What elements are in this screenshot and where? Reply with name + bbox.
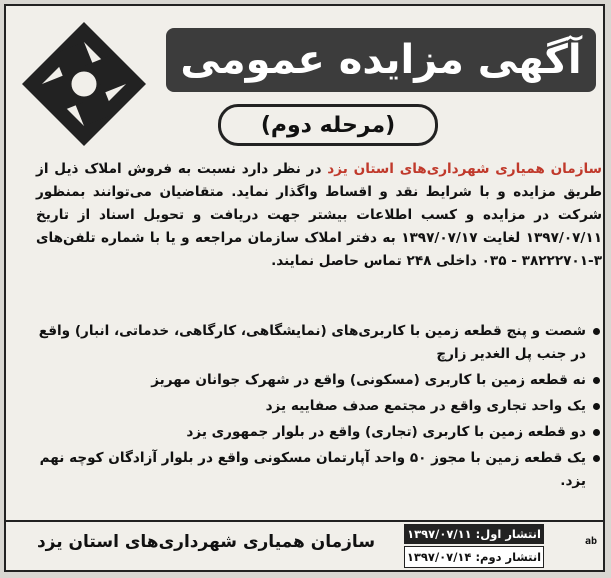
notice-title-banner	[166, 28, 596, 92]
list-item: دو قطعه زمین با کاربری (تجاری) واقع در بلوار جمهوری یزد	[28, 421, 602, 444]
notice-frame	[4, 4, 605, 572]
bullet-icon	[593, 403, 600, 410]
bullet-icon	[593, 455, 600, 462]
notice-stage	[218, 104, 438, 146]
list-item: یک واحد تجاری واقع در مجتمع صدف صفاییه یزد	[28, 395, 602, 418]
publish-dates	[404, 524, 544, 570]
publish-date-second: انتشار دوم: ۱۳۹۷/۰۷/۱۴	[404, 546, 544, 568]
bullet-icon	[593, 429, 600, 436]
notice-intro-org: سازمان همیاری شهرداری‌های استان یزد	[327, 161, 603, 177]
bullet-icon	[593, 377, 600, 384]
notice-stage-label: (مرحله دوم)	[260, 112, 396, 138]
notice-items-list	[28, 320, 602, 496]
notice-title: آگهی مزایده عمومی	[180, 37, 582, 83]
list-item: نه قطعه زمین با کاربری (مسکونی) واقع در شهرک جوانان مهریز	[28, 369, 602, 392]
bullet-icon	[593, 328, 600, 335]
notice-code: ab	[584, 536, 597, 547]
notice-intro	[36, 158, 602, 273]
notice-footer	[6, 520, 603, 570]
list-item: یک قطعه زمین با مجوز ۵۰ واحد آپارتمان مسکونی واقع در بلوار آزادگان کوچه نهم یزد.	[28, 447, 602, 493]
notice-intro-text: در نظر دارد نسبت به فروش املاک ذیل از طریق مزایده و با شرایط نقد و اقساط واگذار نماید. متقاضیان می‌توانند بمنظور شرکت در مزایده و کسب اطلاعات بیشتر جهت دریافت و تحویل اسناد از تاریخ ۱۳۹۷/۰۷/۱۱ لغایت ۱۳۹۷/۰۷/۱۷ به دفتر املاک سازمان مراجعه و یا با شماره تلفن‌های ۳-۳۸۲۲۲۷۰۱ - ۰۳۵ داخلی ۲۴۸ تماس حاصل نمایند.	[36, 161, 602, 269]
list-item: شصت و پنج قطعه زمین با کاربری‌های (نمایشگاهی، کارگاهی، خدماتی، انبار) واقع در جنب پل الغدیر زارچ	[28, 320, 602, 366]
organization-logo-icon	[14, 14, 154, 154]
footer-signature: سازمان همیاری شهرداری‌های استان یزد	[36, 532, 376, 552]
publish-date-first: انتشار اول: ۱۳۹۷/۰۷/۱۱	[404, 524, 544, 544]
